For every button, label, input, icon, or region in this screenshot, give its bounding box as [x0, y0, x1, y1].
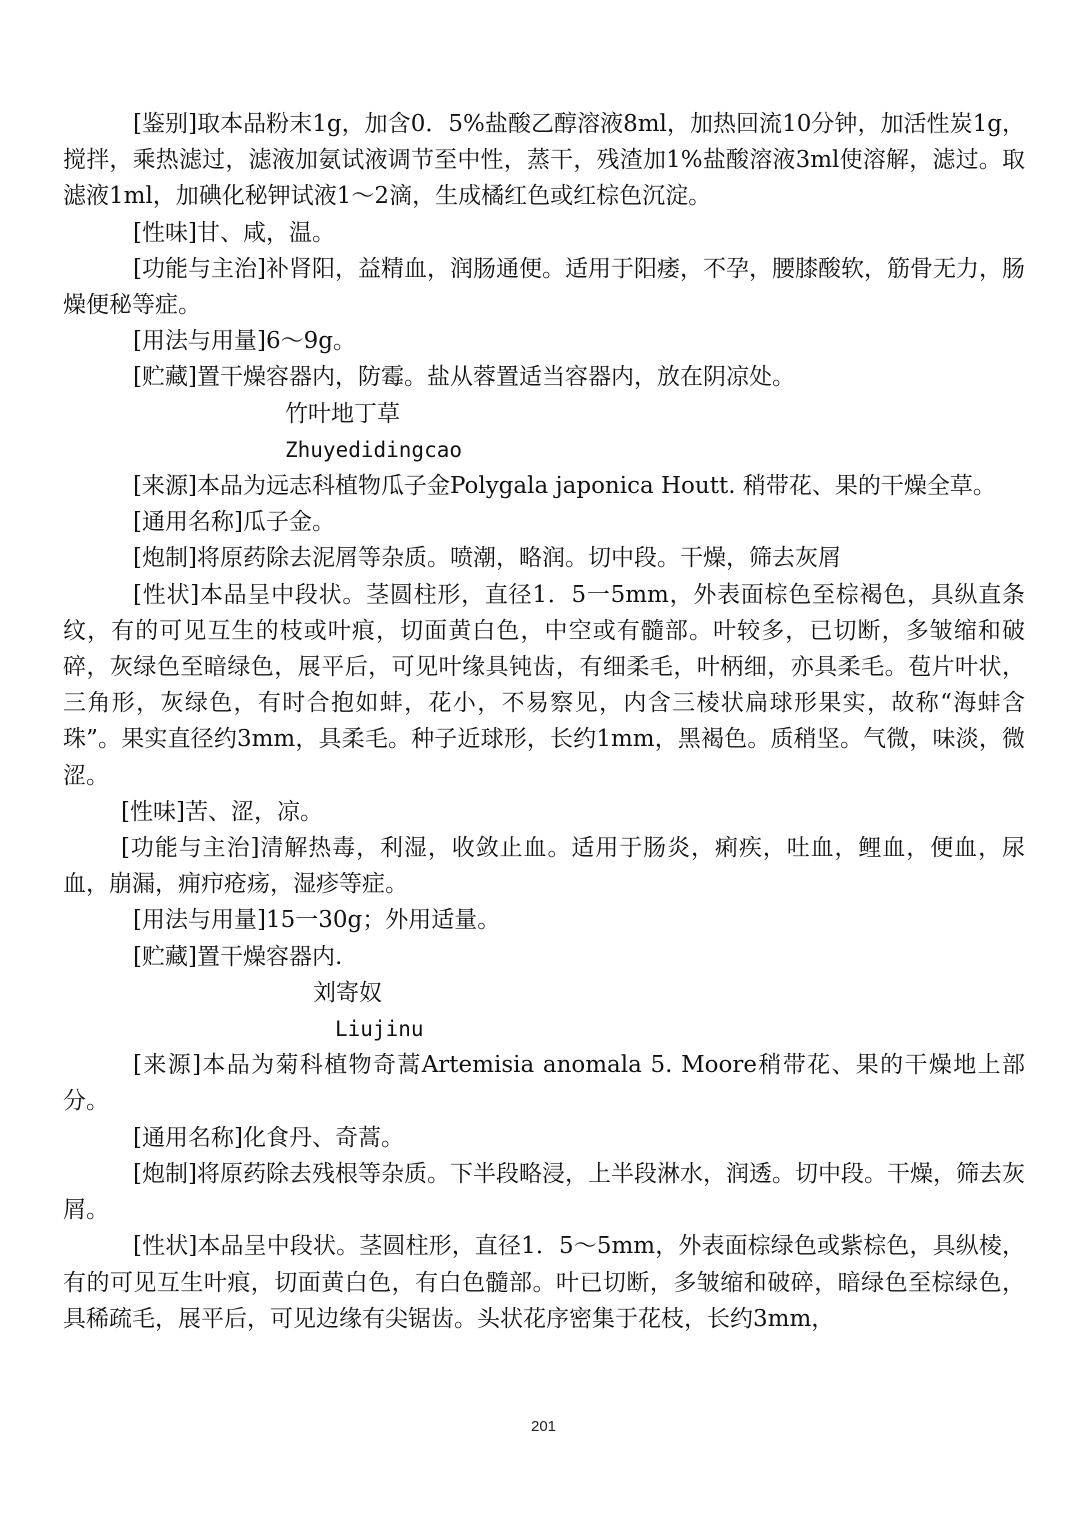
- page-number: 201: [530, 1418, 557, 1435]
- paragraph-processing: [炮制]将原药除去残根等杂质。下半段略浸，上半段淋水，润透。切中段。干燥，筛去灰屑。: [63, 1160, 1025, 1224]
- paragraph-common-name: [通用名称]瓜子金。: [133, 509, 335, 536]
- paragraph-characteristics: [性状]本品呈中段状。茎圆柱形，直径1．5一5mm，外表面棕色至棕褐色，具纵直条纹，有的可见互生的枝或叶痕，切面黄白色，中空或有髓部。叶较多，已切断，多皱缩和破碎，灰绿色至暗绿色，展平后，可见叶缘具钝齿，有细柔毛，叶柄细，亦具柔毛。苞片叶状，三角形，灰绿色，有时合抱如蚌，花小，不易察见，内含三棱状扁球形果实，故称“海蚌含珠”。果实直径约3mm，具柔毛。种子近球形，长约1mm，黑褐色。质稍坚。气微，味淡，微涩。: [63, 581, 1025, 789]
- entry-title-chinese: 刘寄奴: [313, 979, 382, 1006]
- paragraph-taste: [性味]甘、咸，温。: [133, 219, 335, 246]
- entry-title-chinese: 竹叶地丁草: [285, 400, 400, 427]
- paragraph-storage: [贮藏]置干燥容器内，防霉。盐从蓉置适当容器内，放在阴凉处。: [133, 364, 795, 391]
- page-body: [63, 106, 1025, 1337]
- paragraph-function: [功能与主治]清解热毒，利湿，收敛止血。适用于肠炎，痢疾，吐血，鲤血，便血，尿血，崩漏，痈疖疮疡，湿疹等症。: [63, 835, 1025, 898]
- paragraph-source: [来源]本品为菊科植物奇蒿Artemisia anomala 5. Moore稍带花、果的干燥地上部分。: [63, 1052, 1025, 1115]
- paragraph-identification: [鉴别]取本品粉末1g，加含0．5%盐酸乙醇溶液8ml，加热回流10分钟，加活性炭1g，搅拌，乘热滤过，滤液加氨试液调节至中性，蒸干，残渣加1%盐酸溶液3ml使溶解，滤过。取滤液1ml，加碘化秘钾试液1～2滴，生成橘红色或红棕色沉淀。: [63, 111, 1025, 210]
- paragraph-common-name: [通用名称]化食丹、奇蒿。: [133, 1124, 404, 1151]
- entry-title-pinyin: Liujinu: [335, 1017, 424, 1042]
- paragraph-source: [来源]本品为远志科植物瓜子金Polygala japonica Houtt. 稍带花、果的干燥全草。: [133, 473, 996, 500]
- paragraph-storage: [贮藏]置干燥容器内.: [133, 943, 343, 970]
- paragraph-dosage: [用法与用量]6～9g。: [133, 328, 356, 355]
- paragraph-processing: [炮制]将原药除去泥屑等杂质。喷潮，略润。切中段。干燥，筛去灰屑: [133, 545, 841, 572]
- paragraph-function: [功能与主治]补肾阳，益精血，润肠通便。适用于阳痿，不孕，腰膝酸软，筋骨无力，肠燥便秘等症。: [63, 255, 1025, 319]
- entry-title-pinyin: Zhuyedidingcao: [285, 437, 463, 462]
- paragraph-taste: [性味]苦、涩，凉。: [121, 798, 323, 825]
- paragraph-characteristics: [性状]本品呈中段状。茎圆柱形，直径1．5～5mm，外表面棕绿色或紫棕色，具纵棱，有的可见互生叶痕，切面黄白色，有白色髓部。叶已切断，多皱缩和破碎，暗绿色至棕绿色，具稀疏毛，展平后，可见边缘有尖锯齿。头状花序密集于花枝，长约3mm，: [63, 1233, 1025, 1332]
- paragraph-dosage: [用法与用量]15一30g；外用适量。: [133, 907, 501, 934]
